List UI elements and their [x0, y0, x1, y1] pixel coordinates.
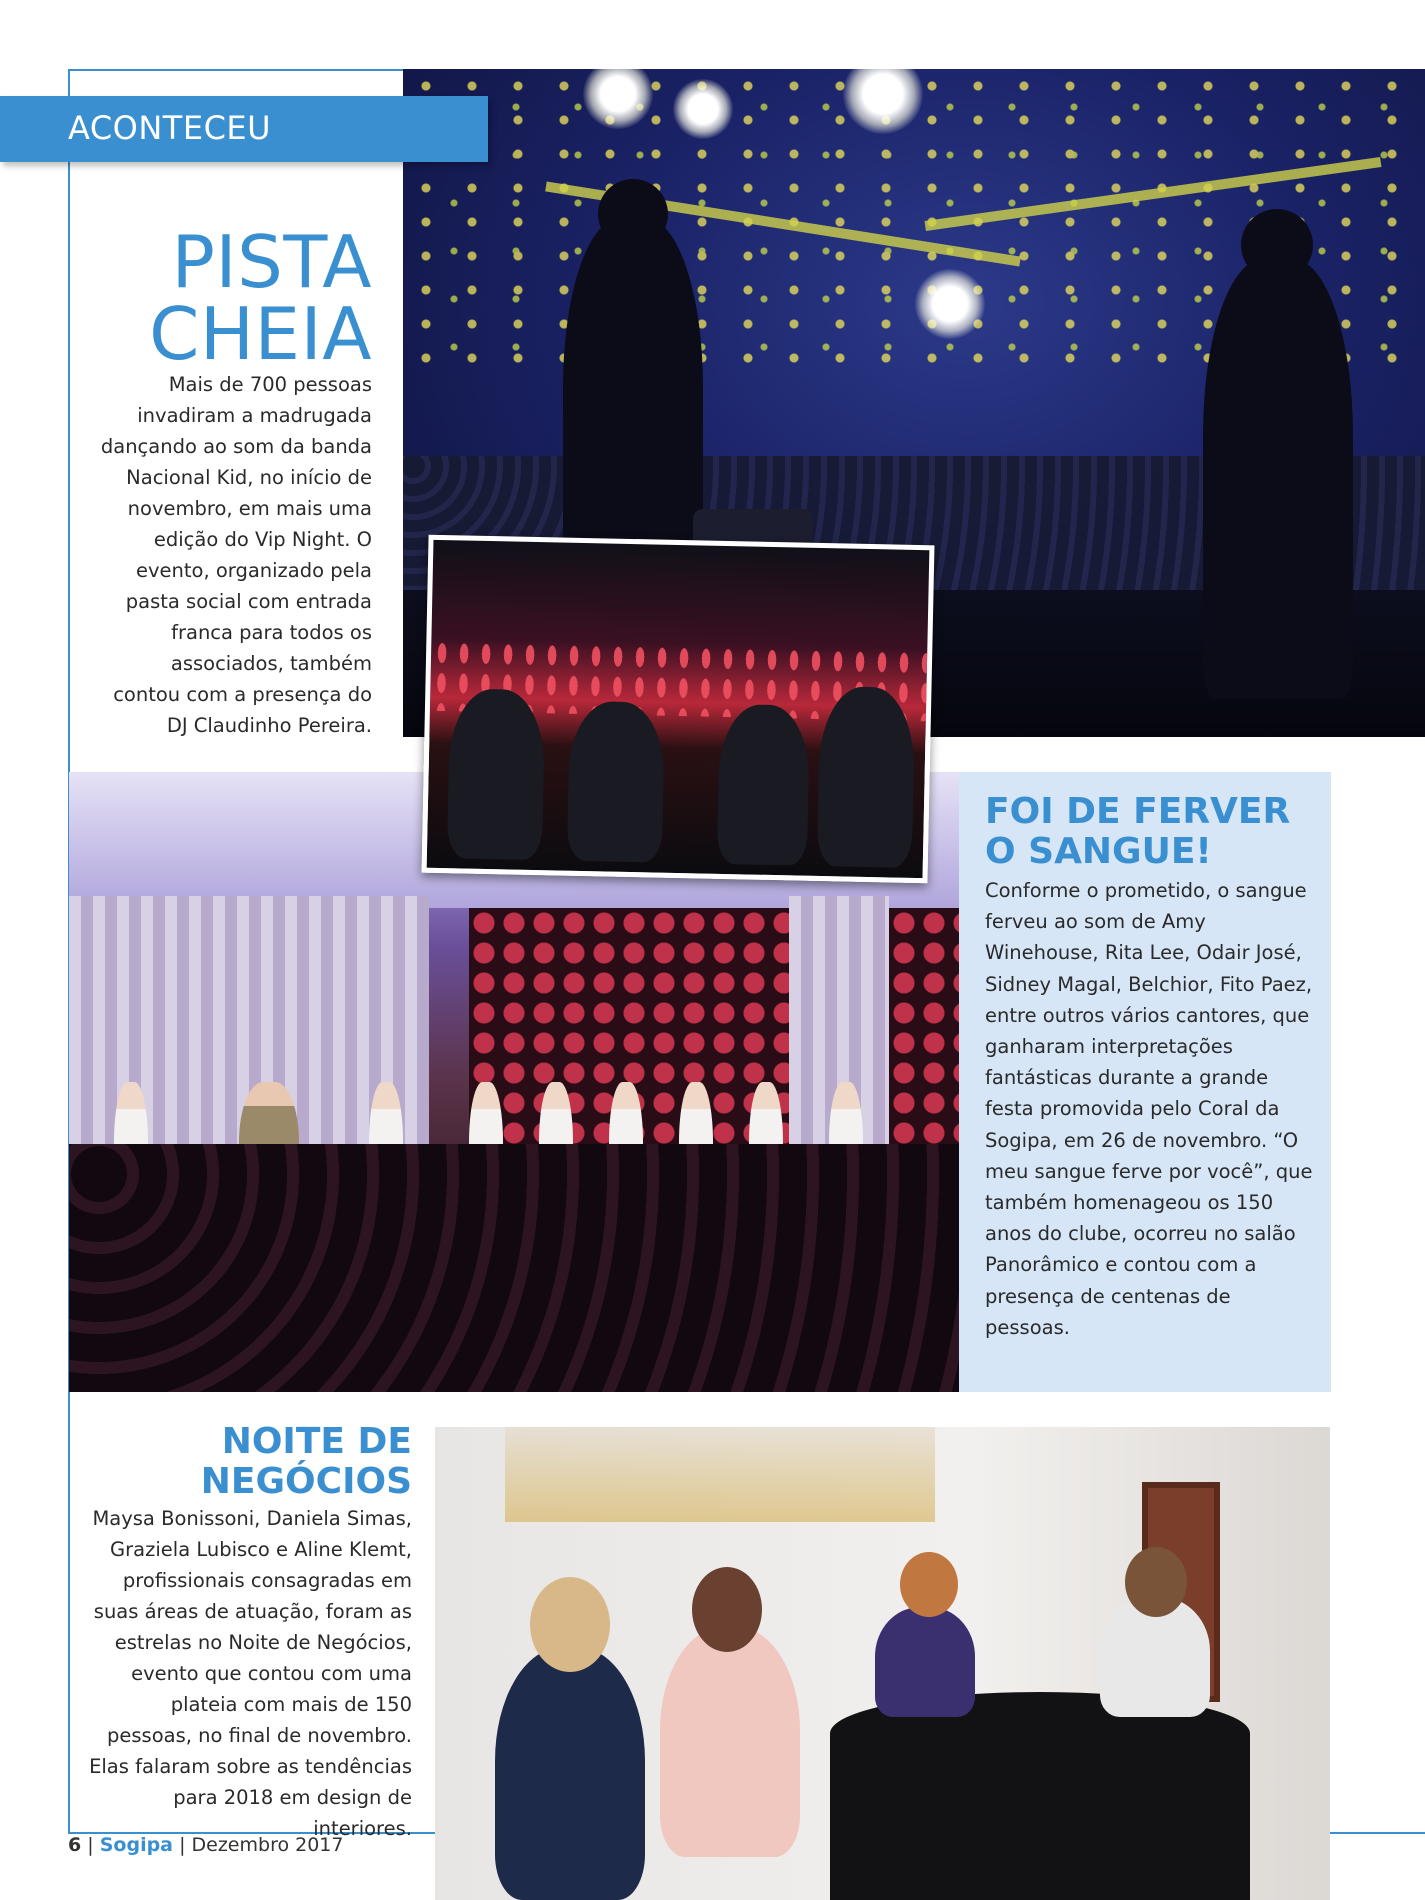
section-tag: ACONTECEU — [0, 96, 488, 162]
title-line: FOI DE FERVER — [985, 791, 1291, 832]
article-2-body: Conforme o prometido, o sangue ferveu ao som de Amy Winehouse, Rita Lee, Odair José, Sidney Magal, Belchior, Fito Paez, entre outros vários cantores, que ganharam interpretações fantásticas durante a grande festa promovida pelo Coral da Sogipa, em 26 de novembro. “O meu sangue ferve por você”, que também homenageou os 150 anos do clube, ocorreu no salão Panorâmico e contou com a presença de centenas de pessoas. — [985, 879, 1313, 1339]
title-line: O SANGUE! — [985, 831, 1212, 872]
page-footer — [68, 1834, 343, 1856]
guitarist-head — [598, 179, 668, 249]
guitarist-head — [1241, 209, 1313, 281]
panelist — [660, 1627, 800, 1857]
title-line: NOITE DE — [221, 1421, 412, 1462]
magazine-brand: Sogipa — [99, 1834, 174, 1856]
guitarist-silhouette — [1203, 259, 1353, 699]
page-number: 6 — [68, 1834, 82, 1856]
title-line: NEGÓCIOS — [200, 1461, 412, 1502]
stage-light — [673, 79, 733, 139]
article-1-title — [120, 220, 372, 376]
audience — [69, 1144, 959, 1392]
panelist-head — [530, 1577, 610, 1672]
footer-separator: | — [179, 1834, 186, 1856]
round-table — [830, 1692, 1250, 1900]
title-line: CHEIA — [149, 292, 372, 376]
disco-ball — [915, 269, 985, 339]
article-2-title — [985, 792, 1325, 872]
panelist-head — [1125, 1547, 1187, 1617]
issue-date: Dezembro 2017 — [191, 1834, 344, 1856]
panelist — [875, 1607, 975, 1717]
band-member — [817, 686, 916, 868]
panelist — [495, 1647, 645, 1900]
footer-separator: | — [87, 1834, 94, 1856]
rose-curtain — [889, 908, 959, 1168]
band-member — [717, 704, 810, 866]
article-1-body: Mais de 700 pessoas invadiram a madrugada dançando ao som da banda Nacional Kid, no início de novembro, em mais uma edição do Vip Night. O evento, organizado pela pasta social com entrada franca para todos os associados, também contou com a presença do DJ Claudinho Pereira. — [100, 373, 372, 737]
article-3-title — [100, 1422, 412, 1502]
band-photo — [422, 535, 935, 884]
frame-line-bottom-right — [1330, 1832, 1425, 1834]
projection-screen — [505, 1427, 935, 1522]
article-3-body: Maysa Bonissoni, Daniela Simas, Graziela Lubisco e Aline Klemt, profissionais consagradas em suas áreas de atuação, foram as estrelas no Noite de Negócios, evento que contou com uma plateia com mais de 150 pessoas, no final de novembro. Elas falaram sobre as tendências para 2018 em design de interiores. — [89, 1507, 412, 1840]
band-member — [567, 701, 665, 863]
business-panel-photo — [435, 1427, 1330, 1900]
title-line: PISTA — [171, 220, 372, 304]
band-member — [447, 688, 546, 860]
panelist-head — [900, 1552, 958, 1617]
panelist-head — [692, 1567, 762, 1652]
